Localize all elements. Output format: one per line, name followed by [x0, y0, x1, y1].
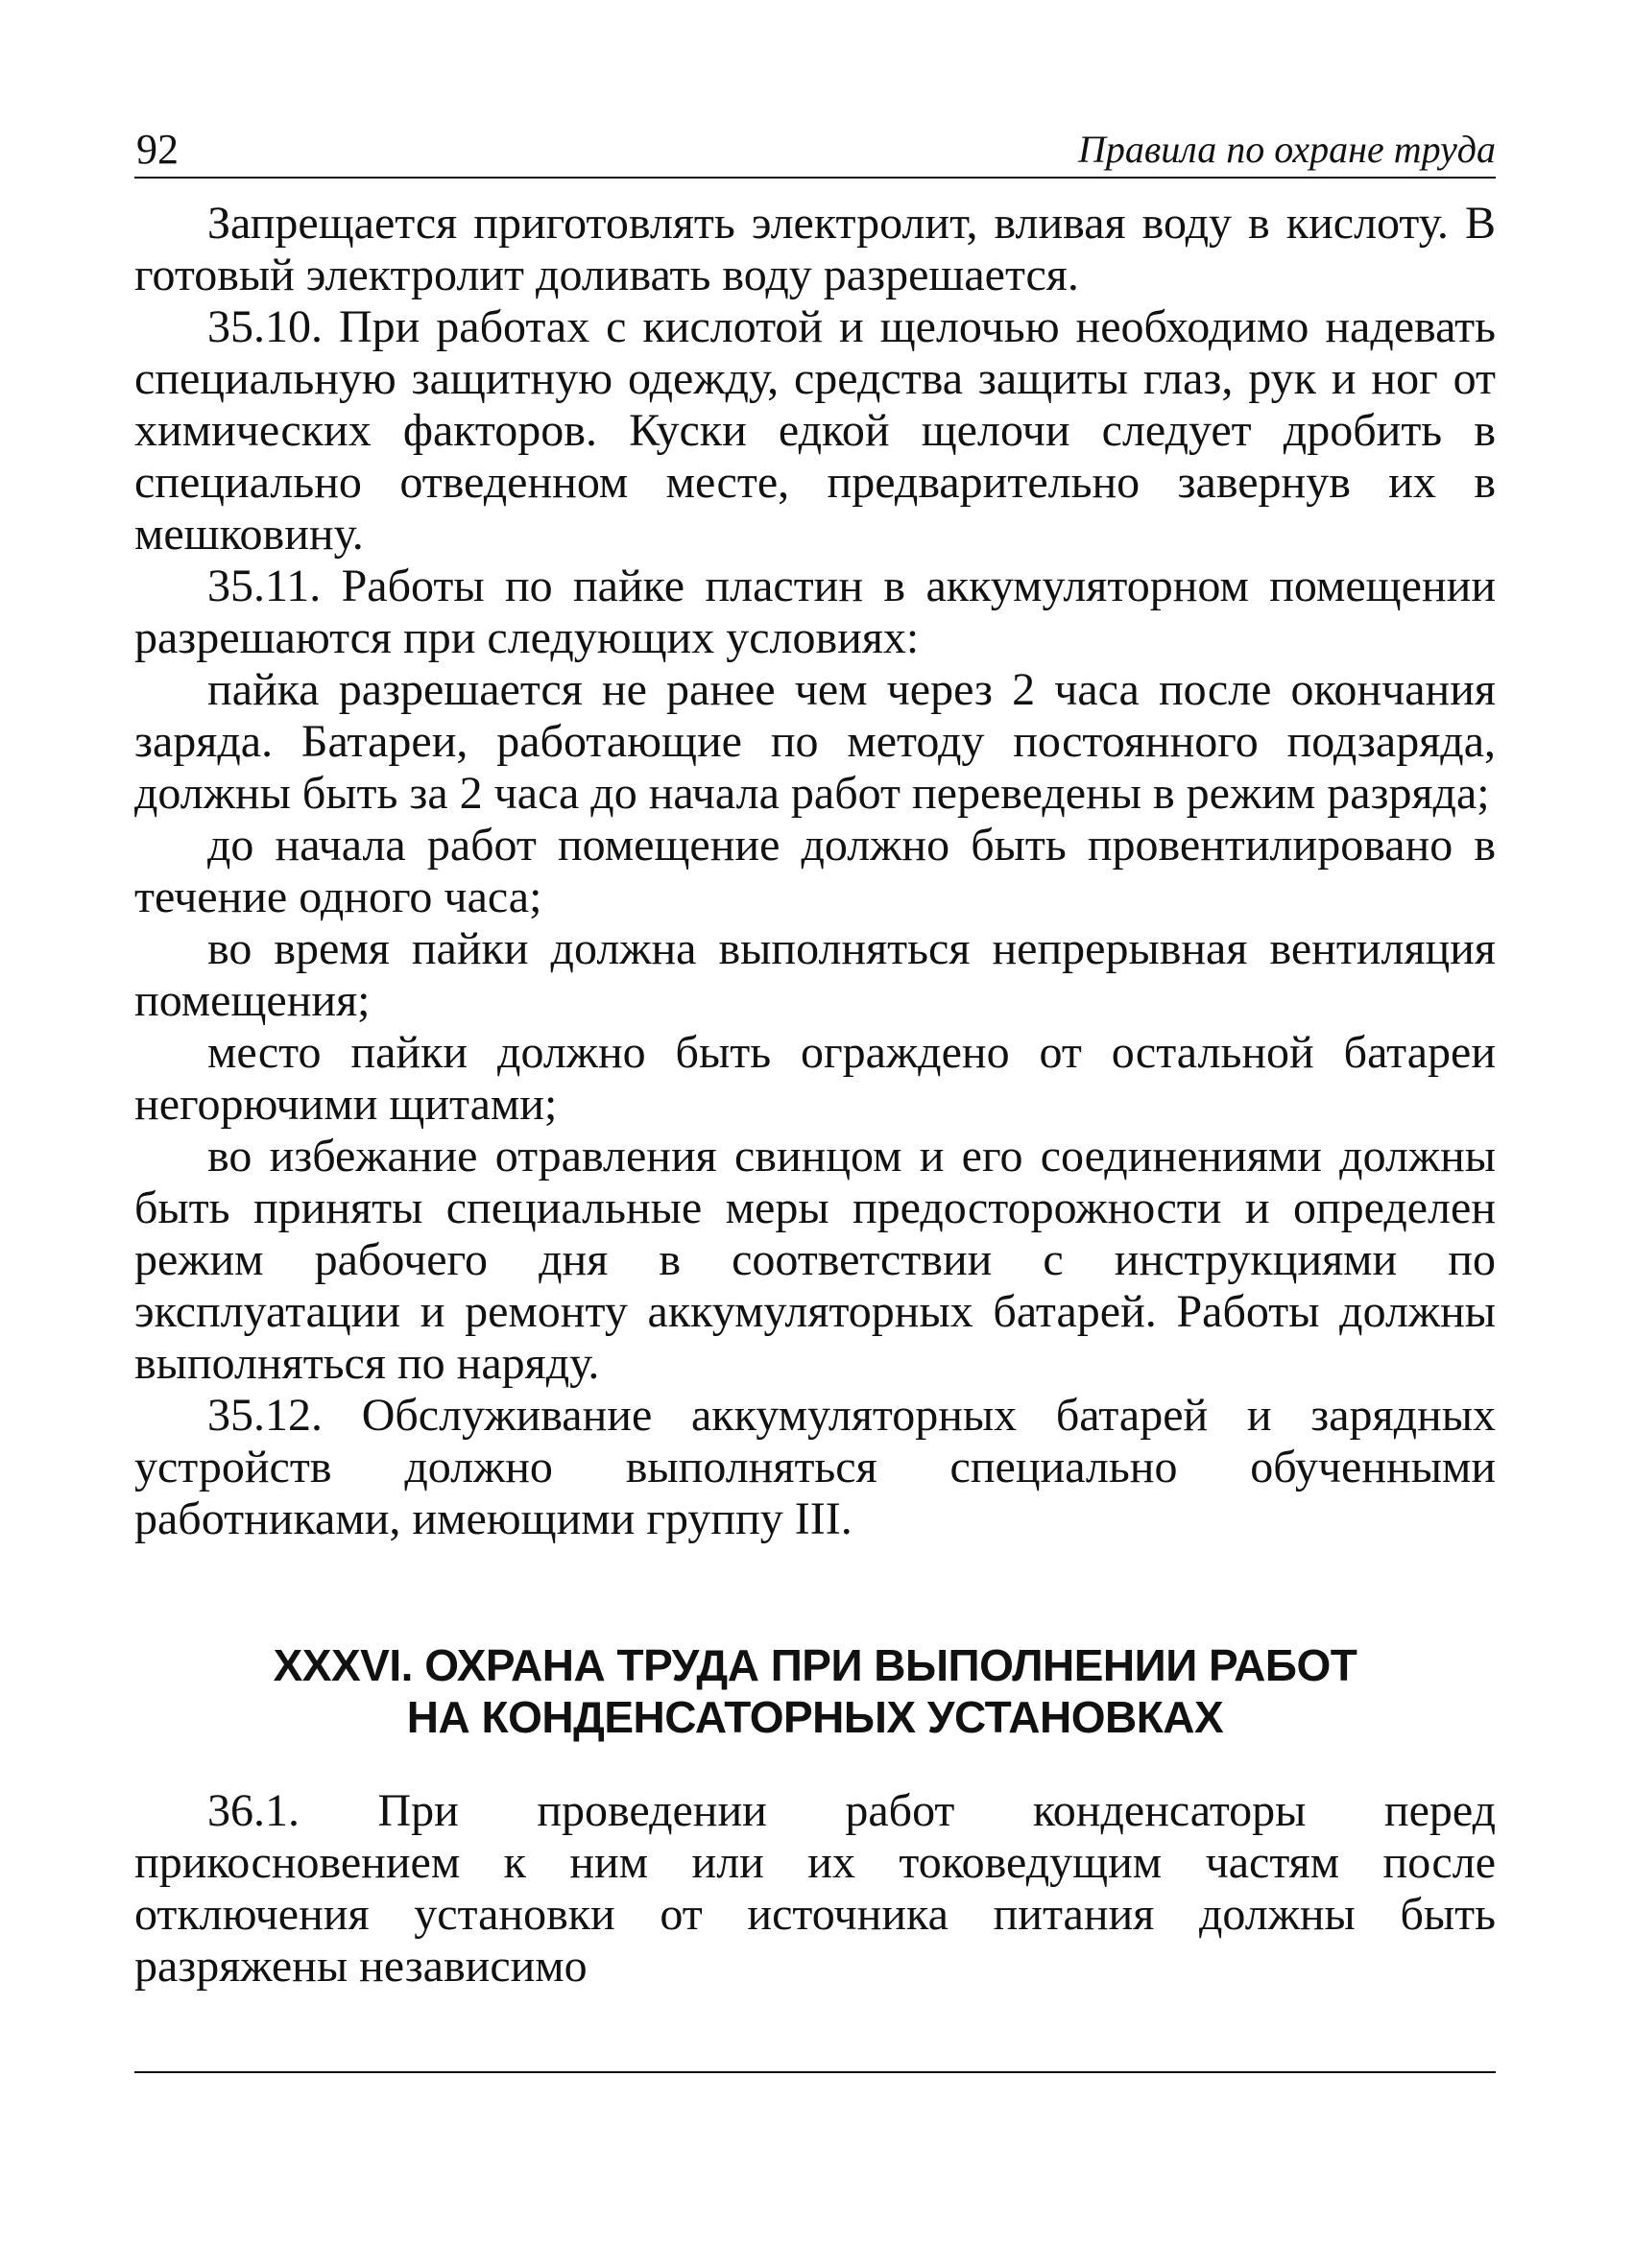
section-heading-line-1: XXXVI. ОХРАНА ТРУДА ПРИ ВЫПОЛНЕНИИ РАБОТ: [273, 1640, 1357, 1690]
paragraph: место пайки должно быть ограждено от остальной батареи негорючими щитами;: [134, 1027, 1496, 1130]
paragraph: Запрещается приготовлять электролит, вливая воду в кислоту. В готовый электролит доливать воду разрешается.: [134, 198, 1496, 300]
paragraph: 35.10. При работах с кислотой и щелочью необходимо надевать специальную защитную одежду, средства защиты глаз, рук и ног от химических факторов. Куски едкой щелочи следует дробить в специально отведенном месте, предварительно завернув их в мешковину.: [134, 301, 1496, 560]
page-number: 92: [136, 126, 179, 173]
paragraph: до начала работ помещение должно быть провентилировано в течение одного часа;: [134, 820, 1496, 922]
page-header: [134, 123, 1496, 179]
section-heading-line-2: НА КОНДЕНСАТОРНЫХ УСТАНОВКАХ: [406, 1692, 1224, 1742]
running-title: Правила по охране труда: [1078, 128, 1496, 171]
body-text: [134, 198, 1496, 1993]
paragraph: пайка разрешается не ранее чем через 2 часа после окончания заряда. Батареи, работающие по методу постоянного подзаряда, должны быть за 2 часа до начала работ переведены в режим разряда;: [134, 664, 1496, 819]
paragraph: во время пайки должна выполняться непрерывная вентиляция помещения;: [134, 923, 1496, 1026]
section-heading: [134, 1639, 1496, 1743]
footer-rule: [134, 2071, 1496, 2073]
paragraph: во избежание отравления свинцом и его соединениями должны быть приняты специальные меры предосторожности и определен режим рабочего дня в соответствии с инструкциями по эксплуатации и ремонту аккумуляторных батарей. Работы должны выполняться по наряду.: [134, 1131, 1496, 1389]
paragraph: 36.1. При проведении работ конденсаторы перед прикосновением к ним или их токоведущим частям после отключения установки от источника питания должны быть разряжены независимо: [134, 1785, 1496, 1992]
paragraph: 35.12. Обслуживание аккумуляторных батарей и зарядных устройств должно выполняться специально обученными работниками, имеющими группу III.: [134, 1390, 1496, 1544]
paragraph: 35.11. Работы по пайке пластин в аккумуляторном помещении разрешаются при следующих условиях:: [134, 561, 1496, 663]
